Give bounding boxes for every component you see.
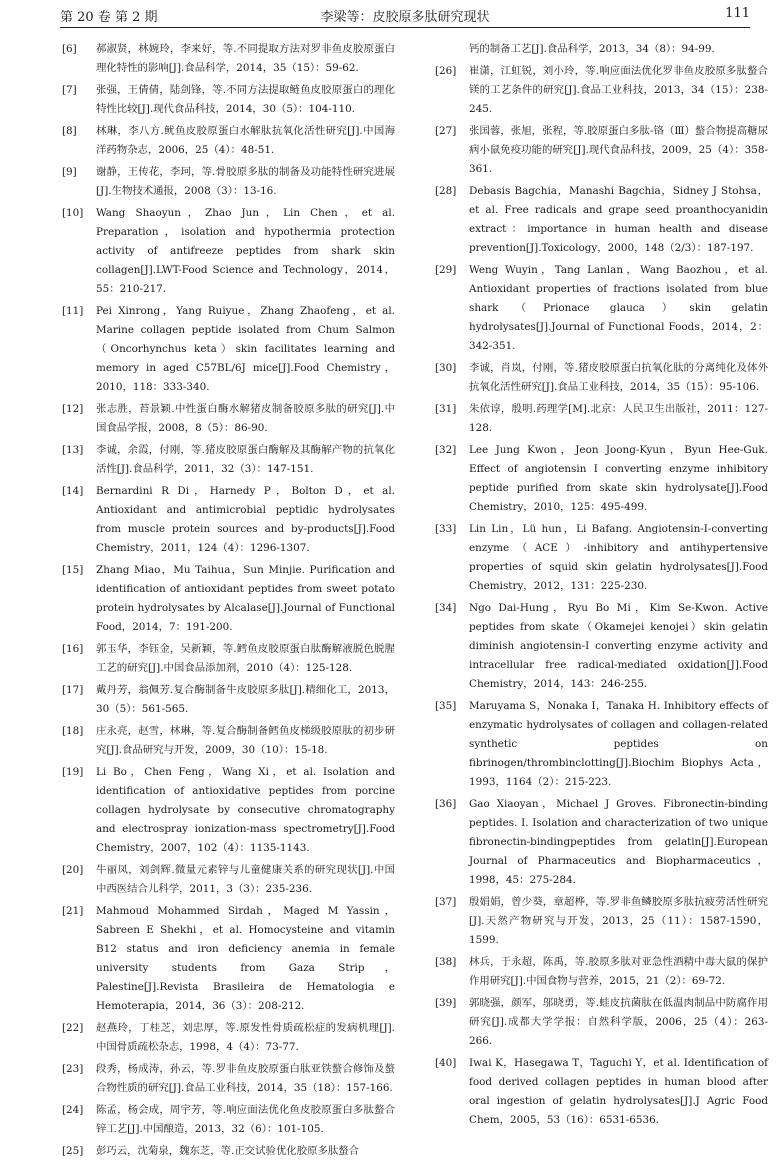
reference-number: [22]	[62, 1022, 84, 1034]
reference-number: [6]	[62, 43, 77, 55]
reference-text: 郭玉华，李钰金，吴新颖，等.鳕鱼皮胶原蛋白肽酶解液脱色脱腥工艺的研究[J].中国食品添加剂，2010（4）：125-128.	[96, 643, 395, 674]
reference-text: 崔潇，江虹锐，刘小玲，等.响应面法优化罗非鱼皮胶原多肽螯合镁的工艺条件的研究[J].食品工业科技，2013，34（15）：238-245.	[469, 65, 768, 115]
reference-text: 庄永亮，赵雪，林琳，等.复合酶制备鳕鱼皮梯级胶原肽的初步研究[J].食品研究与开发，2009，30（10）：15-18.	[96, 725, 395, 756]
page-number: 111	[725, 6, 750, 21]
reference-number: [16]	[62, 643, 84, 655]
reference-item	[433, 795, 768, 890]
reference-item	[60, 902, 395, 1016]
reference-number: [30]	[435, 362, 457, 374]
reference-number: [17]	[62, 684, 84, 696]
reference-number: [40]	[435, 1057, 457, 1069]
reference-item	[433, 441, 768, 517]
reference-number: [34]	[435, 602, 457, 614]
reference-number: [32]	[435, 444, 457, 456]
reference-number: [28]	[435, 185, 457, 197]
reference-number: [38]	[435, 956, 457, 968]
reference-text: 谢静，王传花，李珂，等.骨胶原多肽的制备及功能特性研究进展[J].生物技术通报，2008（3）：13-16.	[96, 166, 395, 197]
reference-item	[60, 681, 395, 719]
reference-item	[60, 122, 395, 160]
reference-item	[60, 441, 395, 479]
reference-item	[60, 1060, 395, 1098]
reference-number: [35]	[435, 700, 457, 712]
reference-text: Ngo Dai-Hung，Ryu Bo Mi，Kim Se-Kwon. Active peptides from skate（Okamejei kenojei）skin gelatin diminish angiotensin-I converting enzyme activity and intracellular free radical-mediated oxidation[J].Food Chemistry，2014，143：246-255.	[469, 602, 768, 690]
reference-number: [36]	[435, 798, 457, 810]
reference-item	[433, 520, 768, 596]
reference-text: 林兵，于永超，陈禹，等.胶原多肽对亚急性酒精中毒大鼠的保护作用研究[J].中国食物与营养，2015，21（2）：69-72.	[469, 956, 768, 987]
reference-text: 张志胜，苔景颖.中性蛋白酶水解猪皮制备胶原多肽的研究[J].中国食品学报，2008，8（5）：86-90.	[96, 403, 395, 434]
reference-item	[433, 599, 768, 694]
reference-item	[60, 861, 395, 899]
reference-text: 李诚，余霞，付刚，等.猪皮胶原蛋白酶解及其酶解产物的抗氧化活性[J].食品科学，2011，32（3）：147-151.	[96, 444, 395, 475]
reference-number: [7]	[62, 84, 77, 96]
reference-text: 段秀，杨成涛，孙云，等.罗非鱼皮胶原蛋白肽亚铁螯合修饰及螯合物性质的研究[J].食品工业科技，2014，35（18）：157-166.	[96, 1063, 395, 1094]
reference-text: 牛丽凤，刘剑辉.微量元素锌与儿童健康关系的研究现状[J].中国中西医结合儿科学，2011，3（3）：235-236.	[96, 864, 395, 895]
running-header	[60, 6, 750, 26]
reference-number: [25]	[62, 1145, 84, 1157]
reference-number: [15]	[62, 564, 84, 576]
reference-text: Bernardini R Di，Harnedy P，Bolton D，et al. Antioxidant and antimicrobial peptidic hydrolysates from muscle protein sources and by-products[J].Food Chemistry，2011，124（4）：1296-1307.	[96, 485, 395, 554]
reference-item	[433, 994, 768, 1051]
reference-item	[60, 1142, 395, 1161]
reference-number: [9]	[62, 166, 77, 178]
reference-item	[60, 763, 395, 858]
reference-number: [14]	[62, 485, 84, 497]
reference-number: [21]	[62, 905, 84, 917]
reference-item	[433, 1054, 768, 1130]
reference-item	[60, 640, 395, 678]
reference-item	[433, 697, 768, 792]
reference-item	[433, 359, 768, 397]
reference-number: [33]	[435, 523, 457, 535]
reference-text: 戴丹芳，翁佩芳.复合酶制备牛皮胶原多肽[J].精细化工，2013，30（5）：561-565.	[96, 684, 395, 715]
reference-item	[60, 302, 395, 397]
reference-number: [31]	[435, 403, 457, 415]
reference-item	[60, 40, 395, 78]
reference-number: [23]	[62, 1063, 84, 1075]
reference-item	[60, 204, 395, 299]
reference-number: [8]	[62, 125, 77, 137]
reference-item	[433, 122, 768, 179]
reference-number: [24]	[62, 1104, 84, 1116]
reference-text: Weng Wuyin，Tang Lanlan，Wang Baozhou，et al. Antioxidant properties of fractions isolated from blue shark（Prionace glauca）skin gelatin hydrolysates[J].Journal of Functional Foods，2014，2：342-351.	[469, 264, 768, 352]
reference-item	[433, 182, 768, 258]
reference-text: 林琳，李八方.鱿鱼皮胶原蛋白水解肽抗氧化活性研究[J].中国海洋药物杂志，2006，25（4）：48-51.	[96, 125, 395, 156]
reference-number: [37]	[435, 896, 457, 908]
reference-text: 陈孟，杨会成，周宇芳，等.响应面法优化鱼皮胶原蛋白多肽螯合锌工艺[J].中国酿造，2013，32（6）：101-105.	[96, 1104, 395, 1135]
reference-number: [18]	[62, 725, 84, 737]
reference-number: [13]	[62, 444, 84, 456]
reference-item	[433, 893, 768, 950]
reference-text: Lin Lin，Lü hun，Li Bafang. Angiotensin-I-converting enzyme（ACE）-inhibitory and antihypertensive properties of squid skin gelatin hydrolysates[J].Food Chemistry，2012，131：225-230.	[469, 523, 768, 592]
reference-text: Iwai K，Hasegawa T，Taguchi Y，et al. Identification of food derived collagen peptides in human blood after oral ingestion of gelatin hydrolysates[J].J Agric Food Chem，2005，53（16）：6531-6536.	[469, 1057, 768, 1126]
article-running-title: 李梁等：皮胶原多肽研究现状	[320, 10, 490, 25]
reference-number: [12]	[62, 403, 84, 415]
reference-number: [11]	[62, 305, 84, 317]
reference-text: Mahmoud Mohammed Sirdah，Maged M Yassin，Sabreen E Shekhi，et al. Homocysteine and vitamin B12 status and iron deficiency anemia in female university students from Gaza Strip，Palestine[J].Revista Brasileira de Hematologia e Hemoterapia，2014，36（3）：208-212.	[96, 905, 395, 1012]
reference-item	[60, 561, 395, 637]
reference-number: [27]	[435, 125, 457, 137]
reference-text: Gao Xiaoyan，Michael J Groves. Fibronectin-binding peptides. I. Isolation and characterization of two unique fibronectin-bindingpeptides from gelatin[J].European Journal of Pharmaceutics and Biopharmaceutics，1998，45：275-284.	[469, 798, 768, 886]
reference-number: [10]	[62, 207, 84, 219]
reference-continuation: 钙的制备工艺[J].食品科学，2013，34（8）：94-99.	[469, 43, 715, 55]
references-right-column	[433, 40, 768, 1133]
reference-text: 张国蓉，张旭，张程，等.胶原蛋白多肽-铬（Ⅲ）螯合物提高糖尿病小鼠免疫功能的研究[J].现代食品科技，2009，25（4）：358-361.	[469, 125, 768, 175]
reference-item	[433, 400, 768, 438]
reference-item	[60, 400, 395, 438]
reference-text: 彭巧云，沈菊泉，魏东芝，等.正交试验优化胶原多肽螯合	[96, 1145, 360, 1157]
reference-item	[60, 163, 395, 201]
reference-item	[60, 722, 395, 760]
references-left-column	[60, 40, 395, 1164]
reference-text: Pei Xinrong，Yang Ruiyue，Zhang Zhaofeng，et al. Marine collagen peptide isolated from Chum Salmon（Oncorhynchus keta）skin facilitates learning and memory in aged C57BL/6J mice[J].Food Chemistry，2010，118：333-340.	[96, 305, 395, 393]
reference-item	[60, 482, 395, 558]
reference-text: Li Bo，Chen Feng，Wang Xi，et al. Isolation and identification of antioxidative peptides from porcine collagen hydrolysate by consecutive chromatography and electrospray ionization-mass spectrometry[J].Food Chemistry，2007，102（4）：1135-1143.	[96, 766, 395, 854]
reference-text: 李诚，肖岚，付刚，等.猪皮胶原蛋白抗氧化肽的分离纯化及体外抗氧化活性研究[J].食品工业科技，2014，35（15）：95-106.	[469, 362, 768, 393]
reference-item	[433, 261, 768, 356]
reference-text: Lee Jung Kwon，Jeon Joong-Kyun，Byun Hee-Guk. Effect of angiotensin I converting enzyme inhibitory peptide purified from skate skin hydrolysate[J].Food Chemistry，2010，125：495-499.	[469, 444, 768, 513]
reference-number: [26]	[435, 65, 457, 77]
reference-item	[60, 1019, 395, 1057]
reference-number: [39]	[435, 997, 457, 1009]
reference-text: Maruyama S，Nonaka I，Tanaka H. Inhibitory effects of enzymatic hydrolysates of collagen and collagen-related synthetic peptides on fibrinogen/thrombinclotting[J].Biochim Biophys Acta，1993，1164（2）：215-223.	[469, 700, 768, 788]
reference-text: Wang Shaoyun，Zhao Jun，Lin Chen，et al. Preparation，isolation and hypothermia protection activity of antifreeze peptides from shark skin collagen[J].LWT-Food Science and Technology，2014，55：210-217.	[96, 207, 395, 295]
reference-item	[60, 1101, 395, 1139]
reference-number: [19]	[62, 766, 84, 778]
volume-issue: 第 20 卷 第 2 期	[60, 10, 158, 25]
reference-text: Debasis Bagchia，Manashi Bagchia，Sidney J Stohsa，et al. Free radicals and grape seed proanthocyanidin extract：importance in human health and disease prevention[J].Toxicology，2000，148（2/3）：187-197.	[469, 185, 768, 254]
reference-text: 赵燕玲，丁桂芝，刘忠厚，等.原发性骨质疏松症的发病机理[J].中国骨质疏松杂志，1998，4（4）：73-77.	[96, 1022, 395, 1053]
reference-item	[60, 81, 395, 119]
reference-text: 朱依谆，殷明.药理学[M].北京：人民卫生出版社，2011：127-128.	[469, 403, 768, 434]
reference-item	[433, 953, 768, 991]
reference-text: Zhang Miao，Mu Taihua，Sun Minjie. Purification and identification of antioxidant peptides from sweet potato protein hydrolysates by Alcalase[J].Journal of Functional Food，2014，7：191-200.	[96, 564, 395, 633]
reference-item	[433, 62, 768, 119]
reference-text: 郝淑贤，林婉玲，李来好，等.不同提取方法对罗非鱼皮胶原蛋白理化特性的影响[J].食品科学，2014，35（15）：59-62.	[96, 43, 395, 74]
reference-text: 张强，王倩倩，陆剑锋，等.不同方法提取鲢鱼皮胶原蛋白的理化特性比较[J].现代食品科技，2014，30（5）：104-110.	[96, 84, 395, 115]
reference-text: 殷娟娟，曾少葵，章超桦，等.罗非鱼鳞胶原多肽抗疲劳活性研究[J].天然产物研究与开发，2013，25（11）：1587-1590，1599.	[469, 896, 768, 946]
reference-number: [29]	[435, 264, 457, 276]
reference-text: 郭晓强，颜军，邬晓勇，等.蛙皮抗菌肽在低温肉制品中防腐作用研究[J].成都大学学报：自然科学版，2006，25（4）：263-266.	[469, 997, 768, 1047]
reference-number: [20]	[62, 864, 84, 876]
header-rule	[60, 27, 750, 28]
